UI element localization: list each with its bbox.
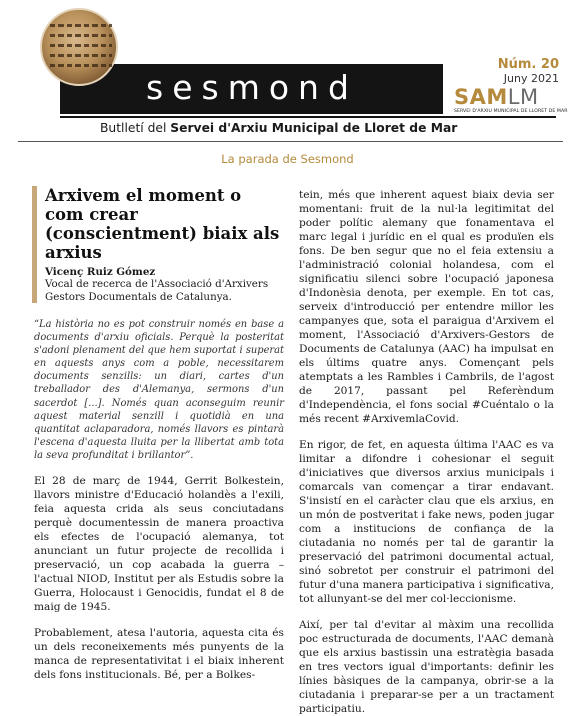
header-divider [18, 141, 563, 142]
epigraph-quote: “La història no es pot construir només en base a documents d'arxiu oficials. Perquè la posteritat s'adoni plenament del que hem suportat i superat en aquests anys com a poble, necessitarem documents senzills: un diari, cartes d'un treballador des d'Alemanya, sermons d'un sacerdot [...]. Només quan aconseguim reunir aquest material senzill i quotidià en una quantitat aclaparadora, només llavors es pintarà l'escena d'aquesta lluita per la llibertat amb tota la seva profunditat i brillantor”. [34, 319, 284, 461]
paragraph: Probablement, atesa l'autoria, aquesta cita és un dels reconeixements més punyents de la manca de representativitat i el biaix inherent dels fons institucionals. Bé, per a Bolkes- [34, 627, 284, 682]
masthead-title: sesmond [146, 68, 358, 107]
issue-number: Núm. 20 [497, 57, 559, 72]
paragraph: En rigor, de fet, en aquesta última l'AAC es va limitar a difondre i cohesionar el seguit d'iniciatives que diversos arxius municipals i comarcals van començar a tirar endavant. S'insistí en el caràcter clau que els arxius, en un món de postveritat i fake news, poden jugar com a institucions de confiança de la ciutadania no només per tal de garantir la preservació del patrimoni documental actual, sinó sobretot per construir el patrimoni del futur d'una manera participativa i significativa, tot allunyant-se del mer col·leccionisme. [299, 439, 554, 605]
samlm-logo [454, 86, 539, 108]
bulletin-name: Servei d'Arxiu Municipal de Lloret de Mar [170, 121, 458, 135]
author-role: Vocal de recerca de l'Associació d'Arxivers Gestors Documentals de Catalunya. [45, 278, 269, 303]
bulletin-prefix: Butlletí del [100, 121, 171, 135]
logo-part-lm: LM [507, 85, 539, 109]
paragraph: Així, per tal d'evitar al màxim una recollida poc estructurada de documents, l'AAC demanà que els arxius bastissin una estratègia basada en tres vectors igual d'importants: definir les línies bàsiques de la campanya, obrir-se a la ciutadania i preparar-se per a un tractament participatiu. [299, 619, 554, 715]
paragraph: tein, més que inherent aquest biaix devia ser momentani: fruit de la nul·la legitimitat del poder polític alemany que fonamentava el marc legal i jurídic en el qual es produïen els fons. De ben segur que no el feia extensiu a l'administració colonial holandesa, com el significatiu silenci sobre l'ocupació japonesa d'Indonèsia denota, per exemple. En tot cas, serveix d'introducció per entendre millor les campanyes que, sota el paraigua d'Arxivem el moment, l'Associació d'Arxivers-Gestors de Documents de Catalunya (AAC) ha impulsat en els últims quatre anys. Començant pels atemptats a les Rambles i Cambrils, de l'agost de 2017, passant pel Referèndum d'Independència, el fons social #Cuéntalo o la més recent #ArxivemlaCovid. [299, 189, 554, 425]
issue-info [498, 58, 559, 85]
logo-part-sam: SAM [454, 85, 508, 109]
article-author: Vicenç Ruiz Gómez [45, 266, 156, 278]
article-right-column [299, 188, 554, 716]
paragraph: El 28 de març de 1944, Gerrit Bolkestein, llavors ministre d'Educació holandès a l'exili, feia aquesta crida als seus conciutadans perquè documentessin de manera proactiva els efectes de l'ocupació alemanya, tot anunciant un futur projecte de recollida i preservació, un cop acabada la guerra –l'actual NIOD, Institut per als Estudis sobre la Guerra, Holocaust i Genocidis, fundat el 8 de maig de 1945. [34, 475, 284, 614]
seal-handwriting-lines [50, 24, 112, 74]
issue-date: Juny 2021 [503, 72, 559, 85]
section-title: La parada de Sesmond [221, 152, 354, 166]
bulletin-subtitle [100, 121, 457, 135]
article-header [32, 186, 284, 303]
article-title: Arxivem el moment o com crear (conscientment) biaix als arxius [45, 186, 280, 262]
article-left-column [34, 186, 284, 682]
logo-subtitle: SERVEI D'ARXIU MUNICIPAL DE LLORET DE MAR [454, 109, 568, 114]
masthead-rule [60, 116, 556, 118]
manuscript-seal-logo [40, 8, 118, 86]
